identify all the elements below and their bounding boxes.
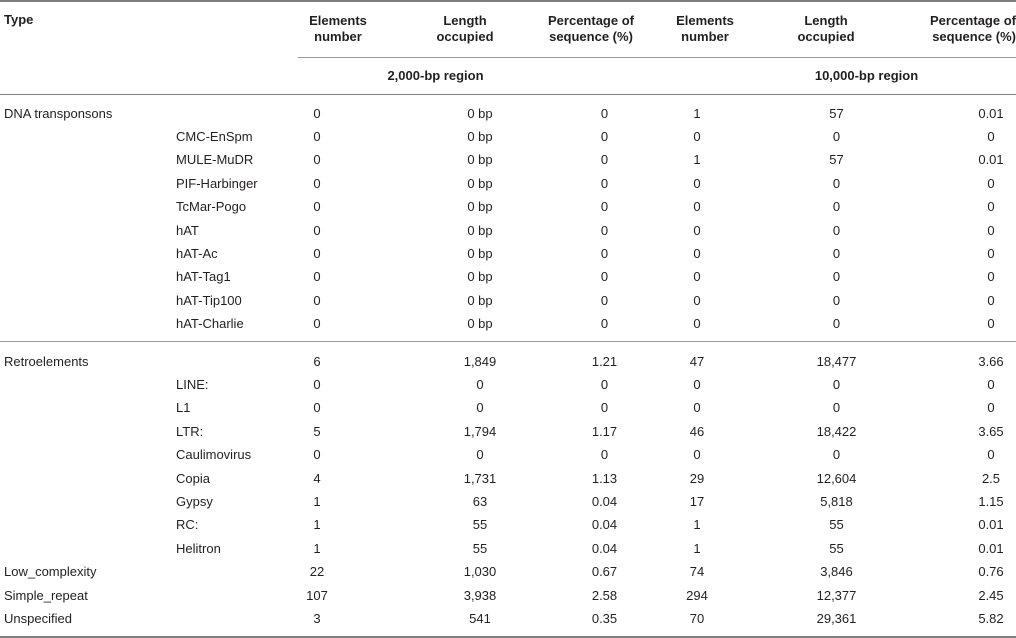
percentage-10000-cell: 0: [987, 129, 995, 145]
elements-2000-cell: 0: [313, 199, 321, 215]
type-cell: Retroelements: [4, 353, 89, 369]
percentage-10000-cell: 0: [987, 175, 995, 191]
elements-2000-cell: 0: [313, 292, 321, 308]
percentage-2000-cell: 0: [600, 199, 609, 215]
length-10000-cell: 0: [832, 316, 841, 332]
subtype-cell: hAT: [176, 222, 199, 238]
elements-2000-cell: 6: [313, 353, 321, 369]
length-10000-cell: 0: [832, 222, 841, 238]
subtype-cell: CMC-EnSpm: [176, 129, 253, 145]
group-separator: [0, 630, 1016, 637]
length-2000-cell: 0: [476, 447, 484, 463]
elements-2000-cell: 1: [313, 517, 321, 533]
type-cell: [0, 396, 168, 419]
subtype-cell: hAT-Charlie: [176, 316, 244, 332]
elements-10000-cell: 294: [686, 587, 708, 603]
percentage-10000-cell: 0.01: [978, 152, 1004, 168]
group-spacer: [0, 342, 1016, 350]
length-2000-cell: 0 bp: [467, 292, 493, 308]
length-10000-cell: 5,818: [820, 493, 853, 509]
region-row: [0, 57, 1016, 94]
elements-2000-cell: 107: [306, 587, 328, 603]
percentage-2000-cell: 0: [600, 269, 609, 285]
subtype-cell: L1: [176, 400, 191, 416]
length-2000-cell: 0 bp: [467, 222, 493, 238]
percentage-10000-cell: 0: [987, 376, 995, 392]
subtype-cell: [168, 349, 298, 372]
percentage-10000-cell: 0: [987, 447, 995, 463]
length-10000-cell: 55: [829, 540, 844, 556]
region-2000-header: 2,000-bp region: [298, 57, 661, 94]
table-row: [0, 265, 1016, 288]
elements-2000-cell: 0: [313, 447, 321, 463]
header-row: [0, 1, 1016, 57]
percentage-2000-cell: 0: [600, 246, 609, 262]
length-10000-cell: 0: [832, 129, 841, 145]
length-10000-cell: 3,846: [820, 564, 853, 580]
length-10000-cell: 57: [829, 152, 844, 168]
table-row: [0, 289, 1016, 312]
elements-2000-cell: 0: [313, 175, 321, 191]
subtype-cell: MULE-MuDR: [176, 152, 254, 168]
type-cell: [0, 373, 168, 396]
elements-10000-cell: 0: [693, 222, 701, 238]
table-body: [0, 94, 1016, 637]
length-2000-cell: 0 bp: [467, 105, 493, 121]
percentage-10000-cell: 0.01: [978, 105, 1004, 121]
percentage-10000-cell: 0: [987, 316, 995, 332]
percentage-2000-cell: 0: [600, 222, 609, 238]
elements-10000-cell: 0: [693, 199, 701, 215]
table-row: [0, 242, 1016, 265]
elements-2000-cell: 0: [313, 246, 321, 262]
table-row: [0, 312, 1016, 335]
table-row: [0, 396, 1016, 419]
length-2000-cell: 1,030: [463, 564, 497, 580]
table-row: [0, 560, 1016, 583]
group-spacer: [0, 94, 1016, 102]
subtype-cell: TcMar-Pogo: [176, 199, 247, 215]
table-row: [0, 349, 1016, 372]
type-cell: [0, 537, 168, 560]
elements-2000-cell: 0: [313, 316, 321, 332]
subtype-cell: PIF-Harbinger: [176, 175, 258, 191]
length-2000-cell: 541: [469, 610, 491, 626]
subtype-cell: [168, 102, 298, 125]
type-cell: [0, 289, 168, 312]
percentage-10000-cell: 0: [987, 292, 995, 308]
elements-2000-cell: 0: [313, 222, 321, 238]
type-cell: [0, 443, 168, 466]
length-2000-cell: 63: [472, 493, 488, 509]
table-row: [0, 513, 1016, 536]
percentage-2000-cell: 1.17: [591, 423, 618, 439]
percentage-10000-cell: 3.65: [978, 423, 1004, 439]
table-row: [0, 466, 1016, 489]
elements-10000-cell: 0: [693, 246, 701, 262]
elements-number-header-10000: Elements number: [676, 13, 734, 45]
length-2000-cell: 0 bp: [467, 129, 493, 145]
elements-10000-cell: 17: [689, 493, 705, 509]
subtype-cell: Copia: [176, 470, 210, 486]
type-cell: [0, 242, 168, 265]
elements-10000-cell: 0: [693, 175, 701, 191]
percentage-2000-cell: 0: [600, 400, 609, 416]
elements-10000-cell: 74: [689, 564, 705, 580]
table-row: [0, 583, 1016, 606]
percentage-2000-cell: 0: [600, 376, 609, 392]
percentage-10000-cell: 3.66: [978, 353, 1004, 369]
elements-number-header-2000: Elements number: [309, 13, 367, 45]
type-cell: [0, 125, 168, 148]
elements-2000-cell: 1: [313, 540, 321, 556]
percentage-10000-cell: 0.01: [978, 517, 1004, 533]
subtype-cell: Helitron: [176, 540, 221, 556]
subtype-cell: hAT-Tag1: [176, 269, 231, 285]
elements-10000-cell: 0: [693, 269, 701, 285]
elements-10000-cell: 1: [693, 540, 701, 556]
table-row: [0, 443, 1016, 466]
length-occupied-header-2000: Length occupied: [436, 13, 494, 45]
subtype-cell: [168, 607, 298, 630]
length-10000-cell: 12,604: [816, 470, 857, 486]
type-cell: [0, 218, 168, 241]
type-cell: [0, 466, 168, 489]
length-10000-cell: 18,422: [816, 423, 857, 439]
length-10000-cell: 0: [832, 376, 841, 392]
percentage-10000-cell: 0: [987, 400, 995, 416]
elements-2000-cell: 0: [313, 269, 321, 285]
type-cell: [0, 420, 168, 443]
length-10000-cell: 0: [832, 400, 841, 416]
elements-10000-cell: 1: [693, 517, 701, 533]
length-2000-cell: 0 bp: [467, 269, 493, 285]
elements-2000-cell: 0: [313, 152, 321, 168]
subtype-cell: hAT-Tip100: [176, 292, 242, 308]
percentage-2000-cell: 0: [600, 105, 609, 121]
subtype-cell: hAT-Ac: [176, 246, 218, 262]
elements-10000-cell: 0: [693, 376, 701, 392]
percentage-2000-cell: 0.04: [591, 517, 618, 533]
subtype-cell: RC:: [176, 517, 199, 533]
length-2000-cell: 55: [472, 517, 488, 533]
length-2000-cell: 1,731: [463, 470, 497, 486]
percentage-2000-cell: 0: [600, 292, 609, 308]
length-2000-cell: 0 bp: [467, 152, 493, 168]
percentage-2000-cell: 0: [600, 152, 609, 168]
elements-10000-cell: 0: [693, 400, 701, 416]
percentage-2000-cell: 0.35: [591, 610, 618, 626]
percentage-2000-cell: 0: [600, 175, 609, 191]
percentage-10000-cell: 0: [987, 222, 995, 238]
elements-2000-cell: 0: [313, 129, 321, 145]
length-10000-cell: 0: [832, 199, 841, 215]
percentage-10000-cell: 0.76: [978, 564, 1004, 580]
table-row: [0, 102, 1016, 125]
length-10000-cell: 0: [832, 292, 841, 308]
subtype-cell: LTR:: [176, 423, 204, 439]
type-cell: Low_complexity: [4, 564, 97, 580]
type-header: Type: [4, 12, 34, 27]
elements-10000-cell: 70: [689, 610, 705, 626]
length-2000-cell: 1,794: [463, 423, 497, 439]
percentage-header-2000: Percentage of sequence (%): [548, 13, 634, 45]
elements-2000-cell: 5: [313, 423, 321, 439]
length-10000-cell: 29,361: [816, 610, 857, 626]
length-2000-cell: 0: [476, 376, 484, 392]
percentage-10000-cell: 0: [987, 269, 995, 285]
percentage-10000-cell: 0: [987, 199, 995, 215]
length-10000-cell: 0: [832, 269, 841, 285]
elements-10000-cell: 47: [689, 353, 705, 369]
type-cell: DNA transponsons: [4, 105, 113, 121]
table-row: [0, 420, 1016, 443]
type-cell: [0, 490, 168, 513]
percentage-2000-cell: 1.21: [591, 353, 618, 369]
percentage-10000-cell: 1.15: [978, 493, 1004, 509]
length-10000-cell: 12,377: [816, 587, 857, 603]
length-2000-cell: 0 bp: [467, 199, 493, 215]
percentage-2000-cell: 2.58: [591, 587, 618, 603]
elements-10000-cell: 0: [693, 292, 701, 308]
table-row: [0, 537, 1016, 560]
percentage-2000-cell: 0.04: [591, 493, 618, 509]
elements-2000-cell: 4: [313, 470, 321, 486]
type-cell: [0, 195, 168, 218]
subtype-cell: [168, 583, 298, 606]
table-row: [0, 607, 1016, 630]
percentage-10000-cell: 2.45: [978, 587, 1004, 603]
length-2000-cell: 0 bp: [467, 175, 493, 191]
percentage-10000-cell: 0: [987, 246, 995, 262]
subtype-cell: [168, 560, 298, 583]
subtype-cell: Gypsy: [176, 493, 213, 509]
length-2000-cell: 1,849: [463, 353, 497, 369]
elements-10000-cell: 0: [693, 129, 701, 145]
length-2000-cell: 55: [472, 540, 488, 556]
table-row: [0, 148, 1016, 171]
type-cell: [0, 312, 168, 335]
table-row: [0, 172, 1016, 195]
type-cell: [0, 172, 168, 195]
length-10000-cell: 55: [829, 517, 844, 533]
length-2000-cell: 0 bp: [467, 246, 493, 262]
table-row: [0, 490, 1016, 513]
percentage-2000-cell: 0.67: [591, 564, 618, 580]
region-10000-header: 10,000-bp region: [661, 57, 1016, 94]
elements-10000-cell: 1: [693, 105, 701, 121]
length-occupied-header-10000: Length occupied: [797, 13, 855, 45]
percentage-2000-cell: 0: [600, 316, 609, 332]
elements-10000-cell: 29: [689, 470, 705, 486]
length-10000-cell: 0: [832, 246, 841, 262]
length-10000-cell: 0: [832, 175, 841, 191]
percentage-10000-cell: 0.01: [978, 540, 1004, 556]
length-2000-cell: 0: [476, 400, 484, 416]
length-10000-cell: 18,477: [816, 353, 857, 369]
type-cell: [0, 513, 168, 536]
type-cell: Simple_repeat: [4, 587, 88, 603]
percentage-2000-cell: 1.13: [591, 470, 618, 486]
table-row: [0, 125, 1016, 148]
elements-2000-cell: 22: [309, 564, 325, 580]
subtype-cell: Caulimovirus: [176, 447, 252, 463]
elements-10000-cell: 0: [693, 316, 701, 332]
length-2000-cell: 0 bp: [467, 316, 493, 332]
subtype-cell: LINE:: [176, 376, 209, 392]
elements-10000-cell: 0: [693, 447, 701, 463]
elements-2000-cell: 0: [313, 376, 321, 392]
percentage-2000-cell: 0: [600, 129, 609, 145]
elements-10000-cell: 1: [693, 152, 701, 168]
elements-2000-cell: 1: [313, 493, 321, 509]
percentage-2000-cell: 0: [600, 447, 609, 463]
percentage-header-10000: Percentage of sequence (%): [930, 13, 1016, 45]
table-row: [0, 195, 1016, 218]
type-cell: [0, 265, 168, 288]
elements-2000-cell: 0: [313, 105, 321, 121]
table-row: [0, 373, 1016, 396]
percentage-10000-cell: 2.5: [981, 470, 1001, 486]
table-row: [0, 218, 1016, 241]
type-cell: Unspecified: [4, 610, 72, 626]
length-10000-cell: 57: [829, 105, 844, 121]
elements-2000-cell: 3: [313, 610, 321, 626]
length-2000-cell: 3,938: [463, 587, 497, 603]
elements-2000-cell: 0: [313, 400, 321, 416]
elements-10000-cell: 46: [689, 423, 705, 439]
percentage-2000-cell: 0.04: [591, 540, 618, 556]
length-10000-cell: 0: [832, 447, 841, 463]
percentage-10000-cell: 5.82: [978, 610, 1004, 626]
type-cell: [0, 148, 168, 171]
